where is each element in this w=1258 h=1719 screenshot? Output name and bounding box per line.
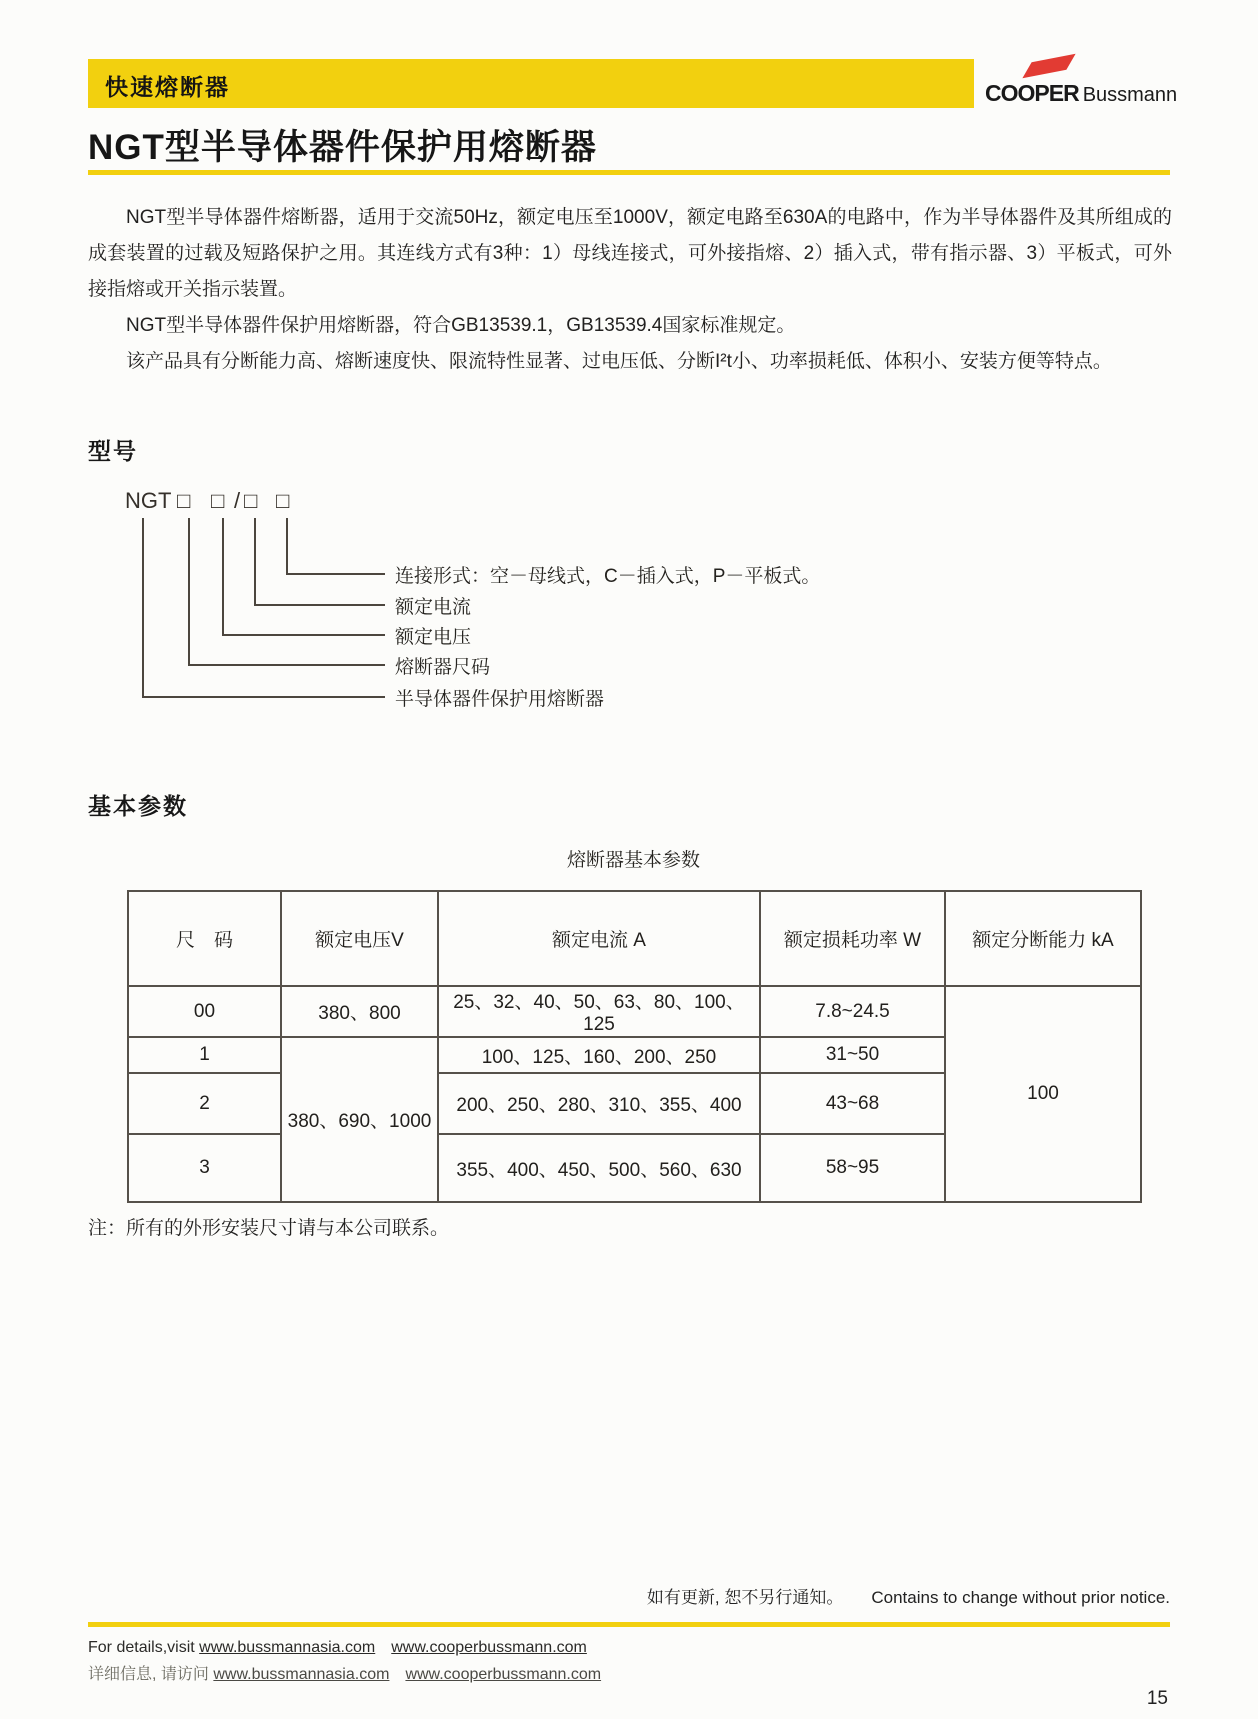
model-code-box3: □ [244,488,258,513]
category-header-bar [88,59,974,108]
page-title: NGT型半导体器件保护用熔断器 [88,128,597,167]
header-cell-current: 额定电流 A [438,891,760,986]
voltage-cell: 380、800 [281,986,438,1037]
logo-cooper-wordmark: COOPER [985,80,1079,106]
footer-links-en [88,1639,603,1657]
model-code-prefix: NGT [125,488,172,513]
cooperbussmann-link[interactable]: www.cooperbussmann.com [391,1639,587,1656]
diagram-label-rated-voltage: 额定电压 [395,627,472,648]
change-notice-cn: 如有更新, 恕不另行通知。 [646,1588,844,1607]
connector-line [188,664,385,666]
current-cell: 25、32、40、50、63、80、100、125 [438,986,760,1037]
header-cell-breaking: 额定分断能力 kA [945,891,1141,986]
current-cell: 200、250、280、310、355、400 [438,1073,760,1134]
model-section-heading: 型号 [88,438,138,464]
intro-paragraph-3: 该产品具有分断能力高、熔断速度快、限流特性显著、过电压低、分断I²t小、功率损耗低、体积小、安装方便等特点。 [126,351,1112,372]
connector-line [254,518,256,606]
change-notice [647,1583,1170,1608]
power-cell: 7.8~24.5 [760,986,945,1037]
table-caption: 熔断器基本参数 [566,850,700,871]
connector-line [286,518,288,575]
header-cell-voltage: 额定电压V [281,891,438,986]
size-cell: 3 [128,1134,281,1202]
cooper-bussmann-logo [985,50,1185,112]
table-note: 注：所有的外形安装尺寸请与本公司联系。 [88,1218,450,1239]
header-cell-size: 尺 码 [128,891,281,986]
connector-line [222,634,385,636]
size-cell: 00 [128,986,281,1037]
diagram-label-connection-type: 连接形式：空－母线式，C－插入式，P－平板式。 [395,566,821,587]
power-cell: 58~95 [760,1134,945,1202]
connector-line [142,696,385,698]
footer-yellow-rule [88,1622,1170,1627]
power-cell: 43~68 [760,1073,945,1134]
diagram-label-fuse-family: 半导体器件保护用熔断器 [395,689,605,710]
details-prefix-en: For details,visit [88,1639,195,1656]
logo-text [985,80,1177,107]
basic-params-heading: 基本参数 [88,793,188,819]
size-cell: 2 [128,1073,281,1134]
category-label: 快速熔断器 [105,74,230,100]
table-header-row [128,891,1141,986]
logo-red-flag-icon [1022,54,1075,79]
bussmannasia-link[interactable]: www.bussmannasia.com [213,1666,390,1683]
diagram-label-fuse-size: 熔断器尺码 [395,657,491,678]
cooperbussmann-link[interactable]: www.cooperbussmann.com [405,1666,602,1683]
details-prefix-cn: 详细信息, 请访问 [88,1666,209,1683]
basic-parameters-table [127,890,1142,1203]
intro-paragraph-2: NGT型半导体器件保护用熔断器，符合GB13539.1，GB13539.4国家标准规定。 [126,315,796,336]
footer-links-cn [88,1661,617,1684]
model-code-separator: / [234,488,241,513]
voltage-cell-merged: 380、690、1000 [281,1037,438,1202]
table-row [128,986,1141,1037]
bussmannasia-link[interactable]: www.bussmannasia.com [199,1639,376,1656]
model-code-box2: □ [211,488,225,513]
intro-paragraphs [88,200,1172,380]
intro-paragraph-1: NGT型半导体器件熔断器，适用于交流50Hz，额定电压至1000V，额定电路至630A的电路中，作为半导体器件及其所组成的成套装置的过载及短路保护之用。其连线方式有3种：1）母线连接式，可外接指熔、2）插入式，带有指示器、3）平板式，可外接指熔或开关指示装置。 [88,207,1172,300]
connector-line [142,518,144,698]
model-code-box1: □ [177,488,191,513]
header-cell-power: 额定损耗功率 W [760,891,945,986]
model-code-box4: □ [276,488,290,513]
connector-line [222,518,224,636]
connector-line [254,604,385,606]
change-notice-en: Contains to change without prior notice. [871,1588,1170,1607]
breaking-capacity-cell: 100 [945,986,1141,1202]
page-number: 15 [1146,1688,1168,1709]
current-cell: 355、400、450、500、560、630 [438,1134,760,1202]
connector-line [188,518,190,666]
connector-line [286,573,385,575]
power-cell: 31~50 [760,1037,945,1073]
title-underline [88,170,1170,175]
logo-bussmann-wordmark: Bussmann [1082,84,1178,106]
current-cell: 100、125、160、200、250 [438,1037,760,1073]
diagram-label-rated-current: 额定电流 [395,597,472,618]
size-cell: 1 [128,1037,281,1073]
